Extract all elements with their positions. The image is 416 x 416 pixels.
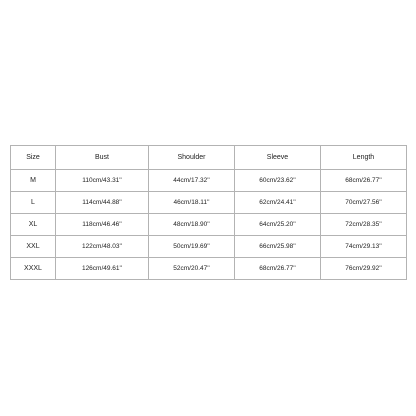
sleeve-cell: 66cm/25.98'' (235, 236, 321, 258)
bust-cell: 126cm/49.61'' (56, 258, 149, 280)
table-row (11, 170, 407, 192)
shoulder-cell: 44cm/17.32'' (149, 170, 235, 192)
table-row (11, 192, 407, 214)
size-cell: XL (11, 214, 56, 236)
header-sleeve: Sleeve (235, 146, 321, 170)
table-row (11, 214, 407, 236)
table-row (11, 236, 407, 258)
table-header-row (11, 146, 407, 170)
bust-cell: 118cm/46.46'' (56, 214, 149, 236)
size-cell: XXXL (11, 258, 56, 280)
length-cell: 72cm/28.35'' (321, 214, 407, 236)
length-cell: 76cm/29.92'' (321, 258, 407, 280)
length-cell: 68cm/26.77'' (321, 170, 407, 192)
bust-cell: 114cm/44.88'' (56, 192, 149, 214)
length-cell: 74cm/29.13'' (321, 236, 407, 258)
size-cell: XXL (11, 236, 56, 258)
length-cell: 70cm/27.56'' (321, 192, 407, 214)
size-chart-table (10, 145, 407, 280)
header-bust: Bust (56, 146, 149, 170)
bust-cell: 110cm/43.31'' (56, 170, 149, 192)
sleeve-cell: 68cm/26.77'' (235, 258, 321, 280)
shoulder-cell: 52cm/20.47'' (149, 258, 235, 280)
size-cell: M (11, 170, 56, 192)
sleeve-cell: 62cm/24.41'' (235, 192, 321, 214)
size-cell: L (11, 192, 56, 214)
shoulder-cell: 48cm/18.90'' (149, 214, 235, 236)
sleeve-cell: 64cm/25.20'' (235, 214, 321, 236)
shoulder-cell: 50cm/19.69'' (149, 236, 235, 258)
bust-cell: 122cm/48.03'' (56, 236, 149, 258)
sleeve-cell: 60cm/23.62'' (235, 170, 321, 192)
header-shoulder: Shoulder (149, 146, 235, 170)
header-length: Length (321, 146, 407, 170)
shoulder-cell: 46cm/18.11'' (149, 192, 235, 214)
header-size: Size (11, 146, 56, 170)
table-row (11, 258, 407, 280)
